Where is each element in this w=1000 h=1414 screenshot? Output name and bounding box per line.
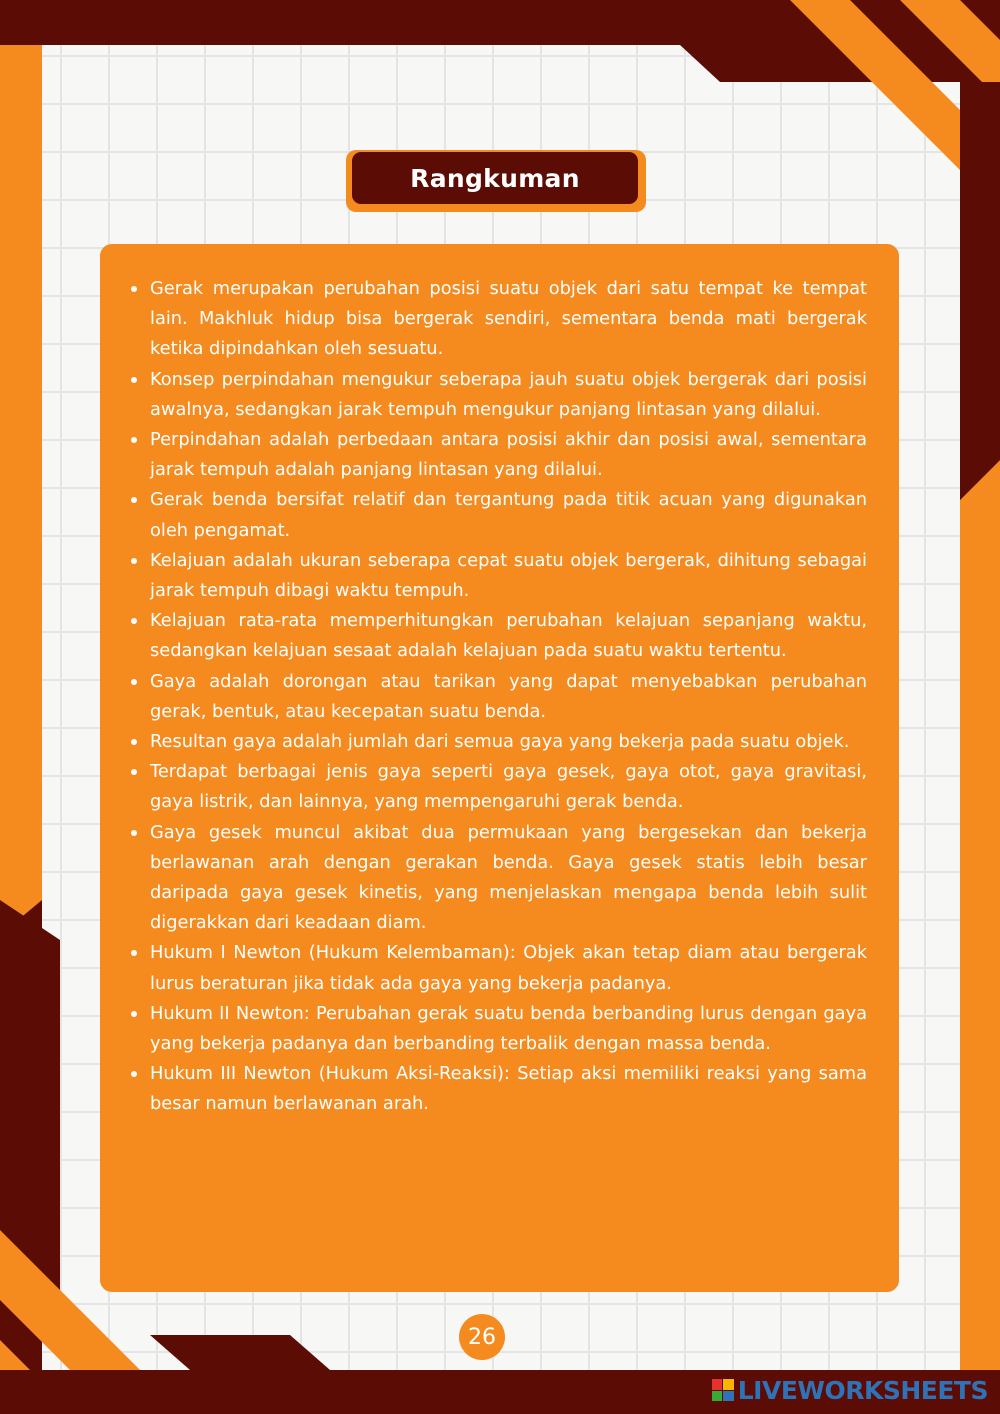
liveworksheets-logo-icon [712, 1379, 734, 1401]
summary-item: Resultan gaya adalah jumlah dari semua gaya yang bekerja pada suatu objek. [128, 727, 867, 757]
brand-name: LIVEWORKSHEETS [737, 1375, 988, 1405]
summary-list [128, 274, 867, 1120]
summary-item: Perpindahan adalah perbedaan antara posisi akhir dan posisi awal, sementara jarak tempuh adalah panjang lintasan yang dilalui. [128, 425, 867, 485]
brand-watermark [712, 1374, 988, 1406]
summary-item: Konsep perpindahan mengukur seberapa jauh suatu objek bergerak dari posisi awalnya, sedangkan jarak tempuh mengukur panjang lintasan yang dilalui. [128, 365, 867, 425]
summary-item: Terdapat berbagai jenis gaya seperti gaya gesek, gaya otot, gaya gravitasi, gaya listrik, dan lainnya, yang mempengaruhi gerak benda. [128, 757, 867, 817]
summary-item: Kelajuan rata-rata memperhitungkan perubahan kelajuan sepanjang waktu, sedangkan kelajuan sesaat adalah kelajuan pada suatu waktu tertentu. [128, 606, 867, 666]
summary-item: Gerak benda bersifat relatif dan tergantung pada titik acuan yang digunakan oleh pengamat. [128, 485, 867, 545]
summary-item: Gerak merupakan perubahan posisi suatu objek dari satu tempat ke tempat lain. Makhluk hidup bisa bergerak sendiri, sementara benda mati bergerak ketika dipindahkan oleh sesuatu. [128, 274, 867, 365]
summary-panel [100, 244, 899, 1292]
summary-item: Hukum II Newton: Perubahan gerak suatu benda berbanding lurus dengan gaya yang bekerja padanya dan berbanding terbalik dengan massa benda. [128, 999, 867, 1059]
summary-item: Hukum I Newton (Hukum Kelembaman): Objek akan tetap diam atau bergerak lurus beraturan jika tidak ada gaya yang bekerja padanya. [128, 938, 867, 998]
summary-item: Kelajuan adalah ukuran seberapa cepat suatu objek bergerak, dihitung sebagai jarak tempuh dibagi waktu tempuh. [128, 546, 867, 606]
summary-item: Gaya gesek muncul akibat dua permukaan yang bergesekan dan bekerja berlawanan arah dengan gerakan benda. Gaya gesek statis lebih besar daripada gaya gesek kinetis, yang menjelaskan mengapa benda lebih sulit digerakkan dari keadaan diam. [128, 818, 867, 939]
summary-item: Hukum III Newton (Hukum Aksi-Reaksi): Setiap aksi memiliki reaksi yang sama besar namun berlawanan arah. [128, 1059, 867, 1119]
summary-item: Gaya adalah dorongan atau tarikan yang dapat menyebabkan perubahan gerak, bentuk, atau kecepatan suatu benda. [128, 667, 867, 727]
page-title: Rangkuman [352, 152, 638, 204]
page-number: 26 [459, 1314, 505, 1360]
